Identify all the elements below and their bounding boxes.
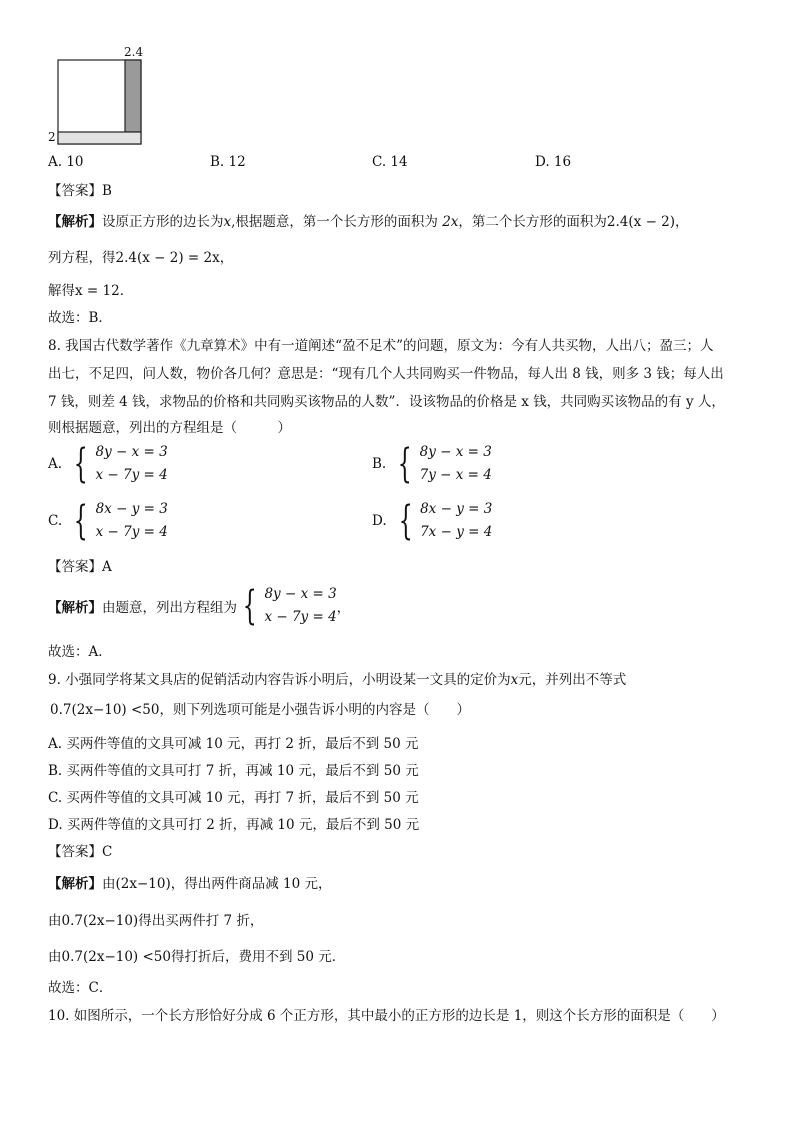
equation: 8x − y = 3 — [420, 501, 493, 517]
q9-stem-line-1 — [48, 668, 626, 688]
q7-option-b: B. 12 — [210, 154, 246, 170]
analysis-header: 【解析】 — [48, 600, 102, 616]
q7-analysis-text: 设原正方形的边长为 — [102, 214, 224, 230]
q8-stem-line-4: 则根据题意，列出的方程组是（ ） — [48, 420, 291, 436]
q9-analysis-line-2 — [48, 909, 263, 929]
q7-answer: 【答案】B — [48, 183, 112, 199]
math-expr: 0.7(2x−10) — [61, 913, 139, 929]
brace-icon: { — [73, 441, 88, 487]
equation: 8y − x = 3 — [95, 444, 168, 460]
q7-solution — [48, 279, 133, 299]
var-x: x — [223, 214, 232, 230]
math-expr: x = 12 — [75, 283, 120, 299]
var-x: x — [510, 672, 519, 688]
equation: 8y − x = 3 — [264, 586, 337, 602]
analysis-header: 【解析】 — [48, 214, 102, 230]
q9-stem-text: 9. 小强同学将某文具店的促销活动内容告诉小明后，小明设某一文具的定价为 — [48, 672, 511, 688]
q8-stem-line-2: 出七，不足四，问人数，物价各几何？意思是：“现有几个人共同购买一件物品，每人出 8 钱，则多 3 钱；每人出 — [48, 366, 724, 382]
equation: x − 7y = 4 — [95, 467, 168, 483]
equation: 8x − y = 3 — [95, 501, 168, 517]
q7-analysis-text: 列方程，得 — [48, 250, 116, 266]
math-expr: 2.4(x − 2) — [606, 214, 676, 230]
q8-analysis-text: 由题意，列出方程组为 — [102, 600, 237, 616]
q7-analysis-text: ， — [675, 214, 689, 230]
q7-option-a: A. 10 — [48, 154, 84, 170]
q8-option-c — [48, 498, 168, 544]
q9-analysis-text: 由 — [48, 949, 62, 965]
figure-label-left: 2 — [48, 130, 56, 144]
q9-analysis-text: 得出买两件打 7 折， — [138, 913, 264, 929]
q9-analysis-line-1 — [48, 872, 332, 892]
q9-option-c: C. 买两件等值的文具可减 10 元，再打 7 折，最后不到 50 元 — [48, 790, 419, 806]
q8-option-a — [48, 441, 168, 487]
q7-solve-text: 解得 — [48, 283, 75, 299]
math-expr: 2.4(x − 2) = 2x — [115, 250, 220, 266]
q9-analysis-text: 由 — [102, 876, 116, 892]
figure-label-top: 2.4 — [124, 45, 144, 59]
option-label: D. — [372, 513, 387, 529]
q9-answer: 【答案】C — [48, 844, 113, 860]
q8-analysis-text: ， — [336, 600, 351, 616]
q7-analysis-line-2 — [48, 246, 233, 266]
q7-analysis-text: ,根据题意，第一个长方形的面积为 — [231, 214, 438, 230]
q7-solve-text: ． — [119, 283, 134, 299]
equation: 7y − x = 4 — [419, 467, 492, 483]
q8-analysis — [48, 583, 350, 629]
q8-choose: 故选：A． — [48, 644, 112, 660]
q8-answer: 【答案】A — [48, 559, 112, 575]
q7-analysis-text: ， — [219, 250, 234, 266]
q9-option-a: A. 买两件等值的文具可减 10 元，再打 2 折，最后不到 50 元 — [48, 736, 419, 752]
q9-analysis-text: 得打折后，费用不到 50 元． — [170, 949, 346, 965]
q7-choose: 故选：B． — [48, 310, 112, 326]
math-expr: 0.7(2x−10) <50 — [61, 949, 171, 965]
q7-option-d: D. 16 — [535, 154, 572, 170]
q8-option-d — [372, 498, 492, 544]
q9-analysis-text: 由 — [48, 913, 62, 929]
q9-analysis-line-3 — [48, 945, 345, 965]
analysis-header: 【解析】 — [48, 876, 102, 892]
q7-option-c: C. 14 — [372, 154, 408, 170]
brace-icon: { — [242, 583, 257, 629]
math-expr: (2x−10) — [115, 876, 171, 892]
q9-choose: 故选：C． — [48, 980, 113, 996]
q9-analysis-text: ，得出两件商品减 10 元， — [170, 876, 332, 892]
brace-icon: { — [398, 498, 413, 544]
equation: 7x − y = 4 — [420, 524, 493, 540]
brace-icon: { — [73, 498, 88, 544]
q9-stem-line-2: 0.7(2x−10) <50，则下列选项可能是小强告诉小明的内容是（ ） — [50, 702, 470, 718]
math-expr: 2x — [442, 214, 459, 230]
equation: x − 7y = 4 — [95, 524, 168, 540]
option-label: A. — [48, 456, 63, 472]
q8-option-b — [372, 441, 492, 487]
q10-stem-line-1: 10. 如图所示，一个长方形恰好分成 6 个正方形，其中最小的正方形的边长是 1，则这个长方形的面积是（ ） — [48, 1008, 725, 1024]
q9-option-b: B. 买两件等值的文具可打 7 折，再减 10 元，最后不到 50 元 — [48, 763, 419, 779]
q9-option-d: D. 买两件等值的文具可打 2 折，再减 10 元，最后不到 50 元 — [48, 817, 420, 833]
option-label: B. — [372, 456, 387, 472]
equation: 8y − x = 3 — [419, 444, 492, 460]
brace-icon: { — [397, 441, 412, 487]
q8-stem-line-3: 7 钱，则差 4 钱，求物品的价格和共同购买该物品的人数”．设该物品的价格是 x 钱，共同购买该物品的有 y 人， — [48, 394, 725, 410]
option-label: C. — [48, 513, 63, 529]
q9-stem-text: 元，并列出不等式 — [518, 672, 627, 688]
q7-analysis-line-1 — [48, 210, 689, 230]
q7-analysis-text: ，第二个长方形的面积为 — [458, 214, 607, 230]
q8-stem-line-1: 8. 我国古代数学著作《九章算术》中有一道阐述“盈不足术”的问题，原文为：今有人共买物，人出八；盈三；人 — [48, 338, 714, 354]
square-figure — [48, 44, 148, 146]
equation: x − 7y = 4 — [264, 609, 337, 625]
